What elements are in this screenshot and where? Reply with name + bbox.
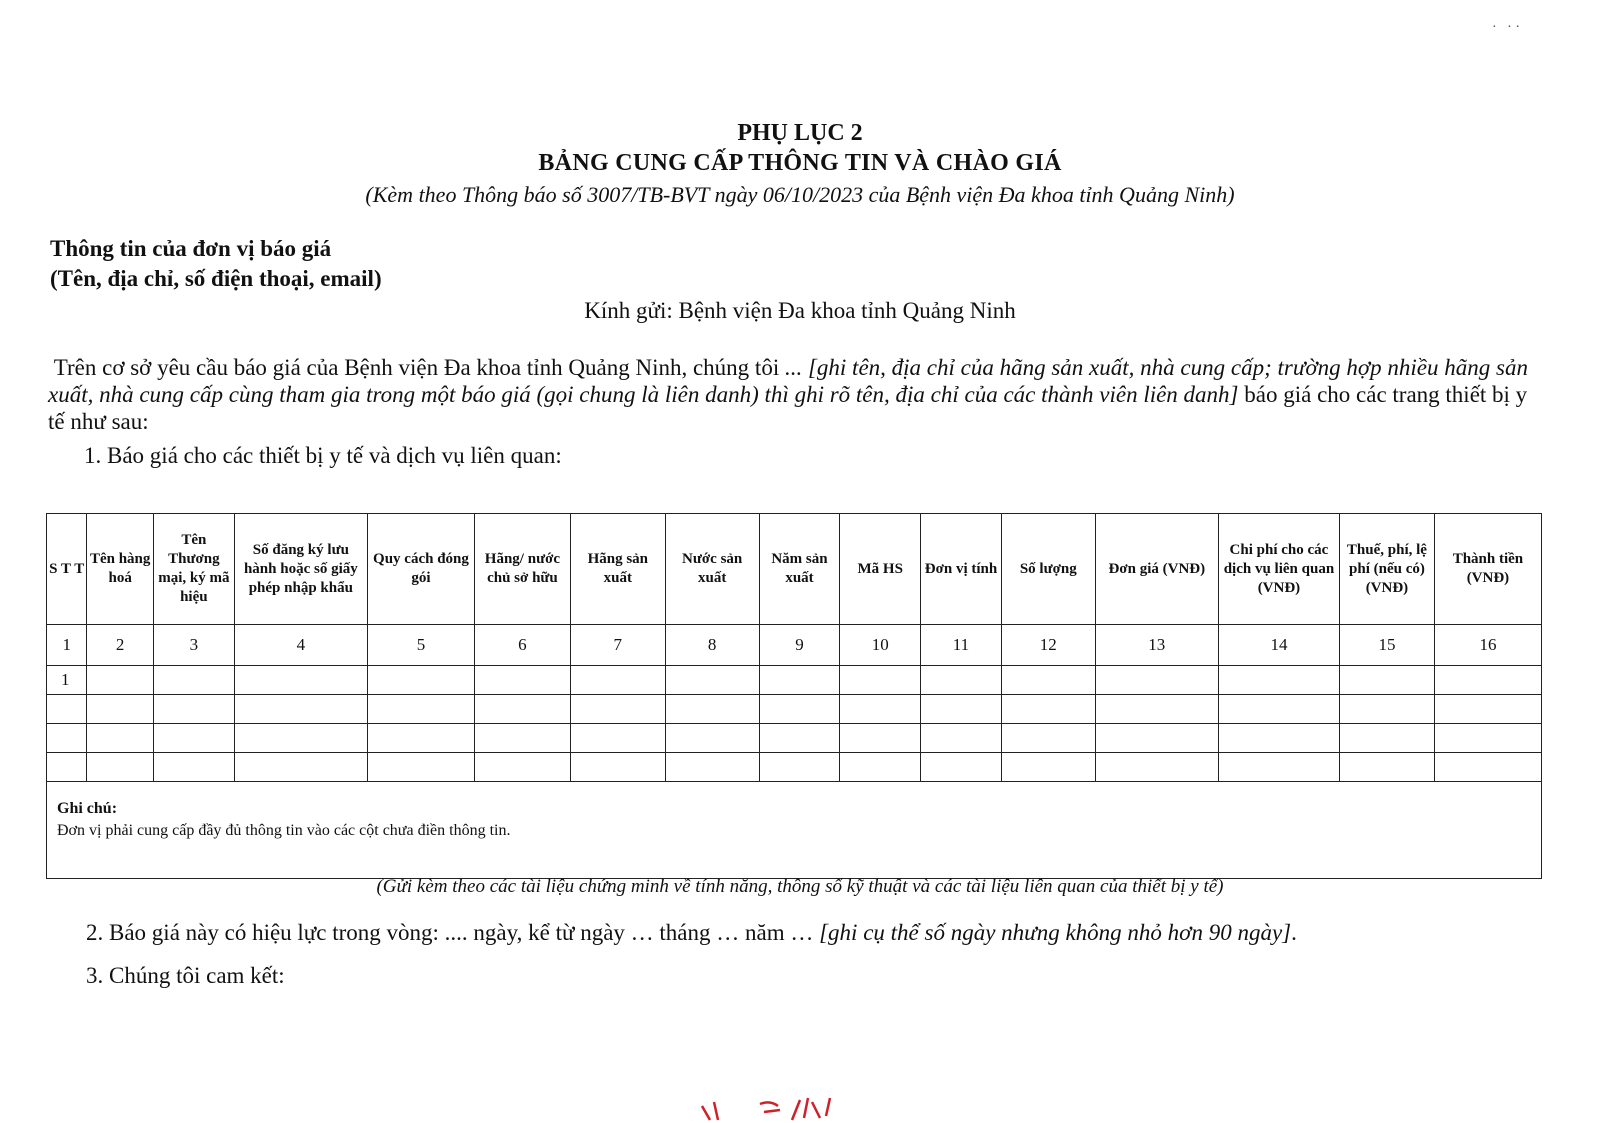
column-number: 12 — [1001, 625, 1095, 666]
table-cell[interactable] — [759, 724, 840, 753]
quote-table — [46, 513, 1542, 879]
table-cell[interactable] — [1001, 666, 1095, 695]
header-cell: Năm sản xuất — [759, 514, 840, 625]
header-cell: Tên Thương mại, ký mã hiệu — [153, 514, 234, 625]
table-cell[interactable] — [47, 695, 87, 724]
column-number: 3 — [153, 625, 234, 666]
header-cell: Thuế, phí, lệ phí (nếu có) (VNĐ) — [1340, 514, 1435, 625]
header-cell: Số lượng — [1001, 514, 1095, 625]
table-cell[interactable] — [1095, 695, 1218, 724]
table-cell[interactable] — [1218, 724, 1339, 753]
table-cell[interactable] — [1001, 753, 1095, 782]
recipient-line: Kính gửi: Bệnh viện Đa khoa tỉnh Quảng Ninh — [584, 298, 1016, 323]
header-cell: Mã HS — [840, 514, 921, 625]
column-number: 9 — [759, 625, 840, 666]
note-text: Đơn vị phải cung cấp đầy đủ thông tin vào các cột chưa điền thông tin. — [57, 822, 511, 839]
table-cell[interactable] — [474, 666, 570, 695]
header-cell: Số đăng ký lưu hành hoặc số giấy phép nhập khẩu — [234, 514, 367, 625]
table-cell[interactable] — [1434, 666, 1541, 695]
appendix-label: PHỤ LỤC 2 — [737, 120, 863, 146]
header-row — [47, 514, 1542, 625]
column-number: 7 — [570, 625, 665, 666]
column-number: 11 — [921, 625, 1002, 666]
table-cell[interactable] — [759, 666, 840, 695]
header-cell: Hãng/ nước chủ sở hữu — [474, 514, 570, 625]
table-cell[interactable] — [87, 724, 154, 753]
column-number: 1 — [47, 625, 87, 666]
note-row — [47, 782, 1542, 879]
header-cell: Đơn vị tính — [921, 514, 1002, 625]
table-cell[interactable] — [665, 666, 759, 695]
table-cell[interactable] — [1434, 753, 1541, 782]
item-1: 1. Báo giá cho các thiết bị y tế và dịch vụ liên quan: — [84, 443, 562, 468]
table-cell[interactable] — [234, 666, 367, 695]
table-cell[interactable] — [1340, 753, 1435, 782]
table-row — [47, 666, 1542, 695]
table-cell[interactable] — [153, 695, 234, 724]
table-cell[interactable] — [921, 695, 1002, 724]
table-cell[interactable] — [921, 666, 1002, 695]
table-cell[interactable] — [367, 666, 474, 695]
header-cell: Hãng sản xuất — [570, 514, 665, 625]
table-row — [47, 695, 1542, 724]
item-2-italic: [ghi cụ thể số ngày nhưng không nhỏ hơn 90 ngày] — [819, 920, 1292, 945]
table-cell[interactable] — [921, 724, 1002, 753]
table-cell[interactable] — [1095, 724, 1218, 753]
table-cell[interactable] — [1434, 695, 1541, 724]
sender-info-hint: (Tên, địa chỉ, số điện thoại, email) — [50, 266, 382, 291]
header-cell: Thành tiền (VNĐ) — [1434, 514, 1541, 625]
table-cell[interactable] — [87, 666, 154, 695]
document-title: BẢNG CUNG CẤP THÔNG TIN VÀ CHÀO GIÁ — [538, 150, 1062, 176]
table-cell[interactable] — [474, 695, 570, 724]
table-cell[interactable] — [1340, 724, 1435, 753]
intro-part1: Trên cơ sở yêu cầu báo giá của Bệnh viện Đa khoa tỉnh Quảng Ninh, chúng tôi — [53, 355, 785, 380]
table-cell[interactable] — [1218, 695, 1339, 724]
item-2-text: 2. Báo giá này có hiệu lực trong vòng: .... ngày, kể từ ngày … tháng … năm … — [86, 920, 820, 945]
table-cell[interactable] — [234, 695, 367, 724]
column-number: 5 — [367, 625, 474, 666]
column-number: 16 — [1434, 625, 1541, 666]
table-cell[interactable] — [474, 724, 570, 753]
table-cell[interactable] — [1001, 724, 1095, 753]
table-cell[interactable] — [367, 753, 474, 782]
table-cell[interactable] — [234, 724, 367, 753]
row-stt: 1 — [47, 666, 87, 695]
header-cell: Chi phí cho các dịch vụ liên quan (VNĐ) — [1218, 514, 1339, 625]
table-cell[interactable] — [474, 753, 570, 782]
table-cell[interactable] — [840, 666, 921, 695]
table-cell[interactable] — [1001, 695, 1095, 724]
header-cell: Nước sản xuất — [665, 514, 759, 625]
table-cell[interactable] — [153, 753, 234, 782]
table-cell[interactable] — [47, 753, 87, 782]
table-row — [47, 753, 1542, 782]
table-cell[interactable] — [153, 666, 234, 695]
column-number: 8 — [665, 625, 759, 666]
intro-paragraph — [48, 354, 1548, 435]
table-cell[interactable] — [665, 724, 759, 753]
table-cell[interactable] — [1340, 666, 1435, 695]
table-cell[interactable] — [570, 695, 665, 724]
table-cell[interactable] — [665, 753, 759, 782]
table-cell[interactable] — [367, 695, 474, 724]
column-number: 10 — [840, 625, 921, 666]
scan-marks: · · · — [1492, 20, 1520, 35]
column-number: 6 — [474, 625, 570, 666]
table-cell[interactable] — [665, 695, 759, 724]
table-cell[interactable] — [153, 724, 234, 753]
column-number: 4 — [234, 625, 367, 666]
table-cell[interactable] — [87, 695, 154, 724]
table-cell[interactable] — [570, 666, 665, 695]
table-cell[interactable] — [840, 724, 921, 753]
table-cell[interactable] — [1218, 666, 1339, 695]
header-cell: Tên hàng hoá — [87, 514, 154, 625]
table-cell[interactable] — [47, 724, 87, 753]
table-cell[interactable] — [1340, 695, 1435, 724]
header-cell: Đơn giá (VNĐ) — [1095, 514, 1218, 625]
table-cell[interactable] — [87, 753, 154, 782]
table-cell[interactable] — [759, 753, 840, 782]
header-cell: S T T — [47, 514, 87, 625]
table-cell[interactable] — [367, 724, 474, 753]
note-cell — [47, 782, 1542, 879]
table-cell[interactable] — [1434, 724, 1541, 753]
table-cell[interactable] — [921, 753, 1002, 782]
item-3: 3. Chúng tôi cam kết: — [86, 963, 285, 988]
column-number: 14 — [1218, 625, 1339, 666]
signature-stamp-mark — [700, 1096, 870, 1123]
table-cell[interactable] — [570, 753, 665, 782]
table-cell[interactable] — [840, 695, 921, 724]
column-number: 15 — [1340, 625, 1435, 666]
table-cell[interactable] — [234, 753, 367, 782]
intro-part3: báo giá cho các trang thiết bị y tế như sau: — [48, 382, 1528, 434]
column-number-row — [47, 625, 1542, 666]
document-subtitle: (Kèm theo Thông báo số 3007/TB-BVT ngày 06/10/2023 của Bệnh viện Đa khoa tỉnh Quảng Ninh) — [365, 182, 1235, 207]
table-cell[interactable] — [1095, 753, 1218, 782]
table-cell[interactable] — [1218, 753, 1339, 782]
column-number: 13 — [1095, 625, 1218, 666]
note-label: Ghi chú: — [57, 800, 118, 817]
header-cell: Quy cách đóng gói — [367, 514, 474, 625]
table-cell[interactable] — [570, 724, 665, 753]
table-cell[interactable] — [1095, 666, 1218, 695]
table-cell[interactable] — [759, 695, 840, 724]
item-2-end: . — [1291, 920, 1297, 945]
item-2 — [86, 920, 1297, 946]
intro-part2: ... [ghi tên, địa chỉ của hãng sản xuất, nhà cung cấp; trường hợp nhiều hãng sản xuất, nhà cung cấp cùng tham gia trong một báo giá (gọi chung là liên danh) thì ghi rõ tên, địa chỉ của các thành viên liên danh] — [48, 355, 1528, 407]
sender-info-title: Thông tin của đơn vị báo giá — [50, 236, 332, 261]
column-number: 2 — [87, 625, 154, 666]
table-row — [47, 724, 1542, 753]
table-cell[interactable] — [840, 753, 921, 782]
attachment-note: (Gửi kèm theo các tài liệu chứng minh về tính năng, thông số kỹ thuật và các tài liệu liên quan của thiết bị y tế) — [376, 876, 1224, 897]
